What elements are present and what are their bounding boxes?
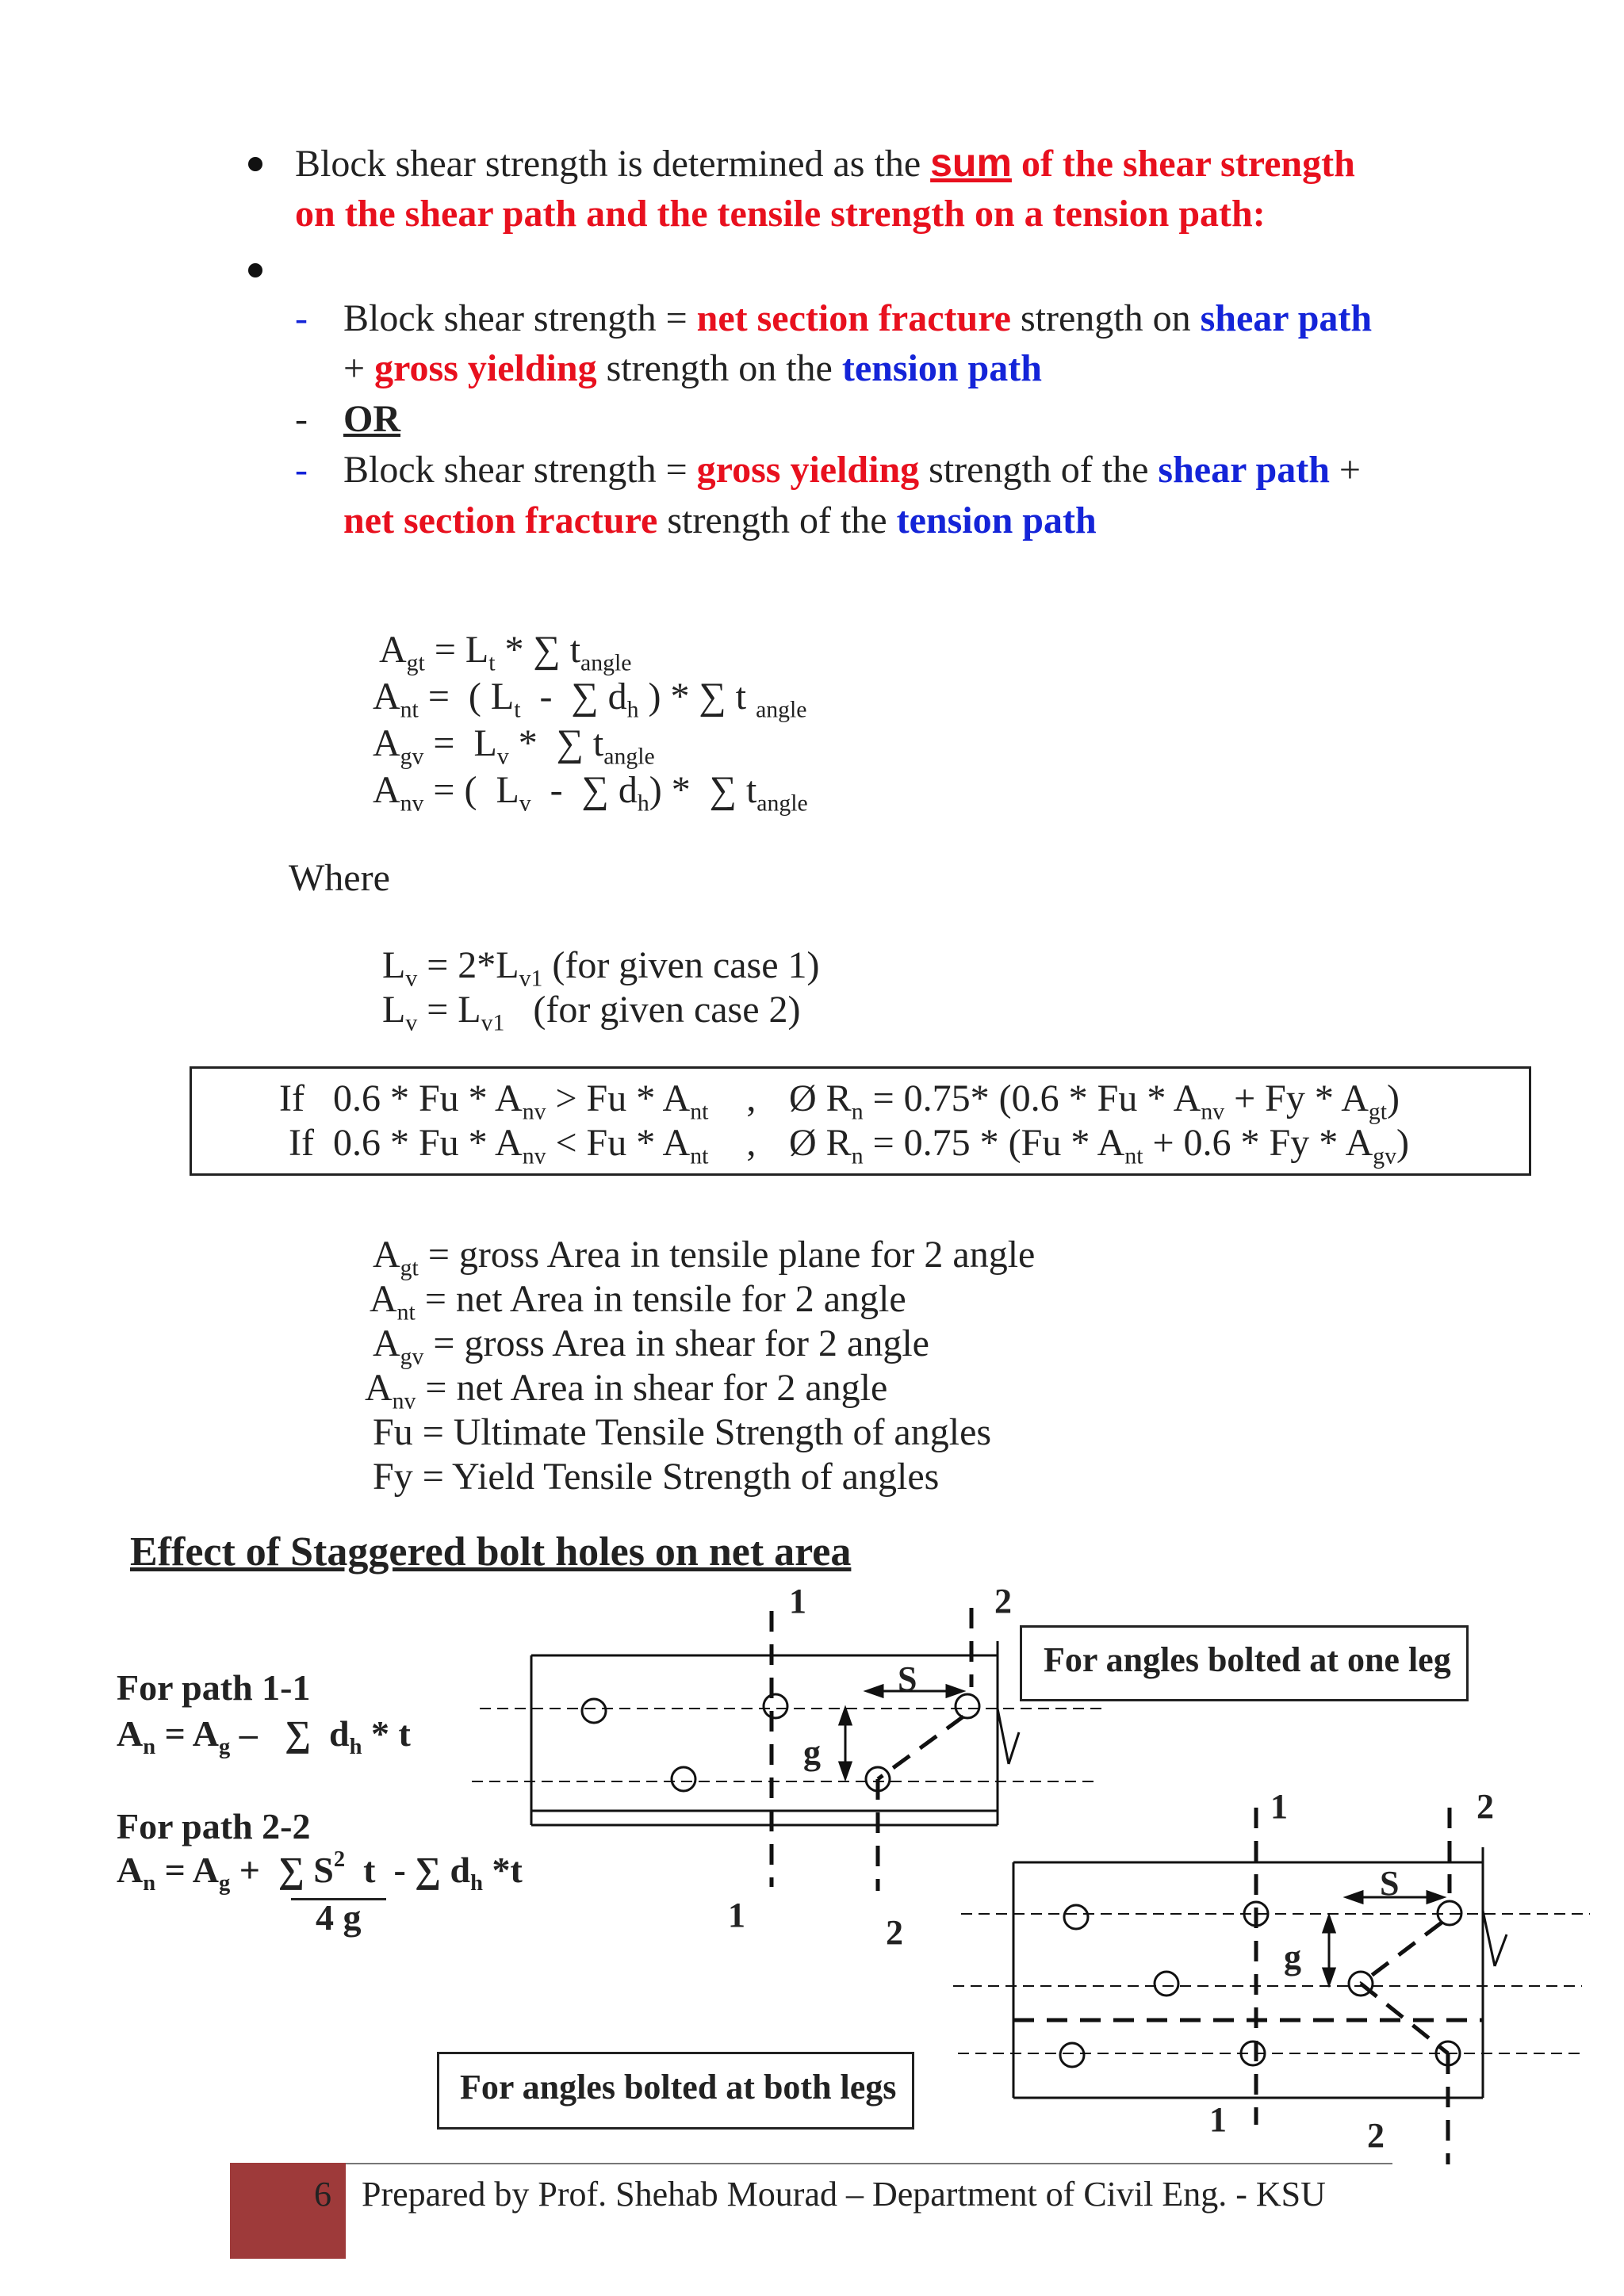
path-2-2-line <box>1361 1923 1442 1984</box>
section-title: Effect of Staggered bolt holes on net area <box>130 1529 852 1575</box>
text: gross yielding <box>374 347 597 389</box>
text: strength of the <box>657 499 897 541</box>
eq-agv: $A_{gv} = L_v$ * ∑ $t_{angle}$ <box>373 722 655 770</box>
text: strength on <box>1010 297 1201 339</box>
condition-2-right: Ø $R_n = 0.75 * (Fu * A_{nt} + 0.6 * Fy * A_{gv})$ <box>789 1122 1409 1169</box>
text: + <box>343 347 375 389</box>
dash-marker: - <box>295 449 308 491</box>
arrow-head <box>1323 1916 1335 1932</box>
definition-item: Fu = Ultimate Tensile Strength of angles <box>373 1411 992 1453</box>
label-1-top: 1 <box>789 1582 806 1621</box>
bolt-hole <box>956 1694 979 1718</box>
footer-text: Prepared by Prof. Shehab Mourad – Department of Civil Eng. - KSU <box>362 2175 1326 2214</box>
where-label: Where <box>289 857 390 899</box>
arrow-head <box>840 1762 851 1778</box>
text: Block shear strength = <box>343 449 697 491</box>
text: + <box>1329 449 1361 491</box>
condition-1-left: If $0.6 * Fu * A_{nv} > Fu * A_{nt}$ , <box>279 1077 756 1125</box>
text: net section fracture <box>343 499 658 541</box>
bolt-hole <box>1060 2043 1084 2067</box>
arrow-head <box>867 1686 883 1697</box>
text: tension path <box>896 499 1097 541</box>
text: shear path <box>1158 449 1330 491</box>
arrow-head <box>1323 1969 1335 1984</box>
break-mark <box>998 1709 1009 1764</box>
path-2-2-formula: $A_n = A_g$ + ∑ $S^2$ t - ∑ $d_h$ *t <box>117 1847 523 1896</box>
arrow-head <box>1346 1892 1362 1903</box>
bullet-1-line2: on the shear path and the tensile strength on a tension path: <box>295 193 1266 235</box>
one-leg-caption: For angles bolted at one leg <box>1044 1640 1451 1679</box>
bolt-hole <box>764 1694 787 1718</box>
label-1-top-b: 1 <box>1270 1787 1288 1826</box>
definition-item: $A_{gt}$ = gross Area in tensile plane for 2 angle <box>373 1234 1036 1281</box>
path-2-2-line <box>1361 1984 1448 2053</box>
text: Block shear strength = <box>343 297 697 339</box>
bolt-hole <box>1064 1905 1088 1929</box>
label-s: S <box>898 1659 917 1698</box>
arrow-head <box>947 1686 963 1697</box>
arrow-head <box>1427 1892 1443 1903</box>
break-mark <box>1483 1911 1495 1966</box>
text: shear path <box>1200 297 1373 339</box>
arrow-head <box>840 1709 851 1724</box>
label-2-top-b: 2 <box>1477 1787 1494 1826</box>
label-1-bottom-b: 1 <box>1209 2100 1227 2139</box>
label-2-top: 2 <box>994 1582 1012 1621</box>
text: strength of the <box>919 449 1159 491</box>
diagram-both-legs <box>953 1808 1590 2164</box>
label-2-bottom: 2 <box>886 1913 903 1952</box>
diagram-one-leg <box>472 1608 1106 1891</box>
definition-item: Fy = Yield Tensile Strength of angles <box>373 1456 940 1498</box>
path-2-2-line <box>878 1716 963 1779</box>
footer-rule <box>346 2163 1392 2164</box>
condition-2-left: If $0.6 * Fu * A_{nv} < Fu * A_{nt}$ , <box>289 1122 756 1169</box>
label-1-bottom: 1 <box>728 1896 745 1934</box>
lv-case-2: $L_v = L_{v1}$ (for given case 2) <box>382 989 801 1036</box>
text: strength on the <box>596 347 842 389</box>
bolt-hole <box>1155 1972 1178 1996</box>
dash-marker: - <box>295 297 308 339</box>
path-2-2-title: For path 2-2 <box>117 1806 311 1846</box>
bolt-hole <box>672 1767 695 1791</box>
eq-ant: $A_{nt}$ = ( $L_t$ - ∑ $d_h$ ) * ∑ t $_{angle}$ <box>373 675 807 723</box>
text: Block shear strength is determined as the <box>295 143 931 185</box>
sum-word: sum <box>930 140 1012 185</box>
text: net section fracture <box>696 297 1011 339</box>
label-2-bottom-b: 2 <box>1367 2116 1385 2155</box>
text: gross yielding <box>696 449 920 491</box>
label-s-b: S <box>1380 1864 1400 1903</box>
eq-anv: $A_{nv}$ = ( $L_v$ - ∑ $d_h$) * ∑ $t_{angle}$ <box>373 769 808 817</box>
bolt-hole <box>582 1699 606 1723</box>
eq-agt: $A_{gt} = L_t$ * ∑ $t_{angle}$ <box>379 629 632 676</box>
path-1-1-title: For path 1-1 <box>117 1667 311 1708</box>
break-mark <box>1009 1732 1019 1764</box>
lv-case-1: $L_v = 2*L_{v1}$ (for given case 1) <box>382 944 820 992</box>
definition-item: $A_{nt}$ = net Area in tensile for 2 angle <box>370 1278 906 1326</box>
path-1-1-formula: $A_n = A_g$ – ∑ $d_h$ * t <box>117 1713 411 1759</box>
label-g: g <box>803 1733 821 1772</box>
definition-item: $A_{nv}$ = net Area in shear for 2 angle <box>365 1367 888 1414</box>
both-legs-caption: For angles bolted at both legs <box>460 2068 897 2107</box>
path-2-2-denominator: 4 g <box>316 1897 362 1938</box>
text: of the shear strength <box>1011 143 1355 185</box>
condition-1-right: Ø $R_n = 0.75*$ $(0.6 * Fu * A_{nv} + Fy * A_{gt})$ <box>789 1077 1400 1125</box>
or-label: OR <box>343 398 400 440</box>
dash-marker: - <box>295 398 308 440</box>
break-mark <box>1495 1934 1507 1966</box>
text: tension path <box>841 347 1042 389</box>
label-g-b: g <box>1284 1938 1301 1976</box>
page-number: 6 <box>314 2175 331 2214</box>
definition-item: $A_{gv}$ = gross Area in shear for 2 angle <box>373 1322 929 1370</box>
